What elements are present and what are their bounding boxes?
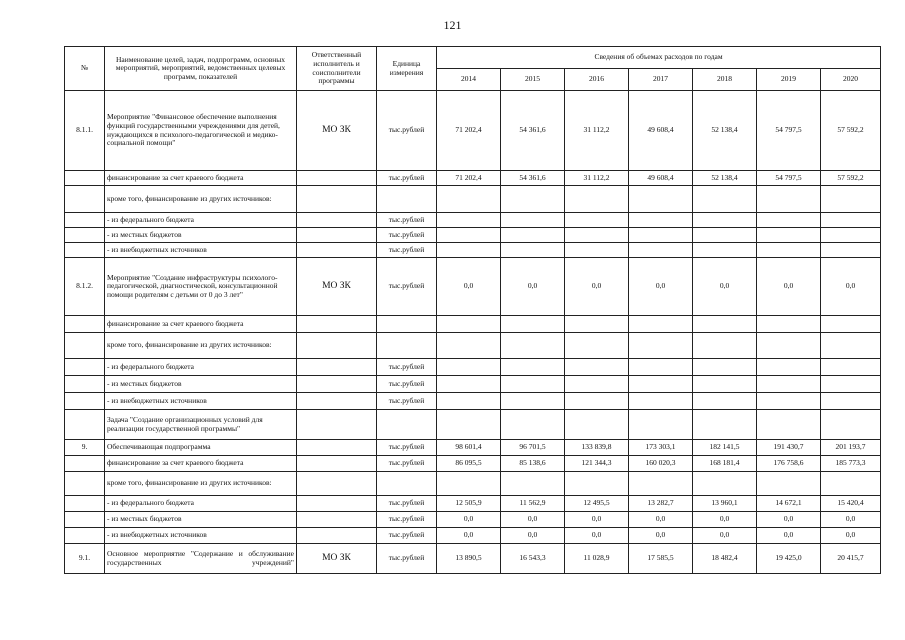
row-value-cell: 12 495,5 (565, 496, 629, 512)
row-name-cell: кроме того, финансирование из других источников: (105, 472, 297, 496)
row-value-cell (693, 316, 757, 333)
row-unit-cell: тыс.рублей (377, 376, 437, 393)
row-value-cell: 176 758,6 (757, 456, 821, 472)
row-value-cell (437, 243, 501, 258)
header-year: 2019 (757, 69, 821, 91)
row-value-cell: 0,0 (693, 512, 757, 528)
header-year: 2018 (693, 69, 757, 91)
table-row (65, 333, 881, 359)
row-responsible-cell (297, 243, 377, 258)
row-name-cell: Мероприятие "Создание инфраструктуры психолого-педагогической, диагностической, консультационной помощи родителям с детьми от 0 до 3 лет" (105, 258, 297, 316)
row-number-cell (65, 528, 105, 544)
row-number-cell: 8.1.2. (65, 258, 105, 316)
row-number-cell (65, 186, 105, 213)
row-value-cell (821, 228, 881, 243)
row-value-cell (757, 410, 821, 440)
row-value-cell: 19 425,0 (757, 544, 821, 574)
table-row (65, 456, 881, 472)
row-value-cell (821, 393, 881, 410)
row-value-cell (565, 316, 629, 333)
budget-table (64, 46, 881, 574)
row-unit-cell (377, 472, 437, 496)
row-value-cell (821, 186, 881, 213)
row-name-cell: финансирование за счет краевого бюджета (105, 456, 297, 472)
row-value-cell: 0,0 (629, 528, 693, 544)
row-value-cell: 0,0 (437, 512, 501, 528)
row-unit-cell: тыс.рублей (377, 91, 437, 171)
table-row (65, 91, 881, 171)
row-responsible-cell (297, 376, 377, 393)
row-value-cell: 0,0 (437, 258, 501, 316)
row-number-cell: 9.1. (65, 544, 105, 574)
row-value-cell: 16 543,3 (501, 544, 565, 574)
row-value-cell: 185 773,3 (821, 456, 881, 472)
row-value-cell (821, 243, 881, 258)
row-value-cell (501, 213, 565, 228)
table-row (65, 228, 881, 243)
row-value-cell: 0,0 (757, 528, 821, 544)
row-responsible-cell: МО ЗК (297, 544, 377, 574)
row-value-cell (629, 186, 693, 213)
row-value-cell: 201 193,7 (821, 440, 881, 456)
row-value-cell (501, 376, 565, 393)
row-name-cell: - из внебюджетных источников (105, 393, 297, 410)
row-value-cell: 54 797,5 (757, 171, 821, 186)
row-responsible-cell: МО ЗК (297, 258, 377, 316)
row-number-cell (65, 512, 105, 528)
row-name-cell: - из федерального бюджета (105, 213, 297, 228)
row-unit-cell (377, 410, 437, 440)
row-responsible-cell: МО ЗК (297, 91, 377, 171)
row-unit-cell: тыс.рублей (377, 213, 437, 228)
row-name-cell: - из местных бюджетов (105, 228, 297, 243)
row-value-cell: 31 112,2 (565, 91, 629, 171)
row-value-cell: 14 672,1 (757, 496, 821, 512)
table-row (65, 512, 881, 528)
row-value-cell (501, 359, 565, 376)
row-name-cell: кроме того, финансирование из других источников: (105, 333, 297, 359)
header-no: № (65, 47, 105, 91)
row-number-cell (65, 456, 105, 472)
row-value-cell (629, 228, 693, 243)
row-value-cell: 49 608,4 (629, 91, 693, 171)
row-unit-cell: тыс.рублей (377, 393, 437, 410)
row-value-cell (757, 393, 821, 410)
row-value-cell: 0,0 (629, 258, 693, 316)
table-body (65, 91, 881, 574)
row-value-cell (821, 359, 881, 376)
row-value-cell (501, 393, 565, 410)
row-value-cell (629, 316, 693, 333)
header-year: 2015 (501, 69, 565, 91)
row-value-cell: 57 592,2 (821, 171, 881, 186)
row-value-cell (565, 393, 629, 410)
row-unit-cell: тыс.рублей (377, 528, 437, 544)
row-value-cell (693, 376, 757, 393)
row-value-cell (437, 213, 501, 228)
row-name-cell: - из федерального бюджета (105, 496, 297, 512)
row-value-cell: 0,0 (565, 512, 629, 528)
row-name-cell: Задача "Создание организационных условий для реализации государственной программы" (105, 410, 297, 440)
row-value-cell: 52 138,4 (693, 91, 757, 171)
row-value-cell (693, 213, 757, 228)
row-value-cell: 0,0 (693, 528, 757, 544)
row-value-cell (437, 186, 501, 213)
table-row (65, 410, 881, 440)
row-name-cell: Основное мероприятие "Содержание и обслуживание государственных учреждений" (105, 544, 297, 574)
row-value-cell: 0,0 (821, 512, 881, 528)
row-value-cell (565, 410, 629, 440)
table-row (65, 393, 881, 410)
header-year: 2014 (437, 69, 501, 91)
row-value-cell (565, 376, 629, 393)
row-number-cell (65, 213, 105, 228)
row-value-cell: 0,0 (501, 512, 565, 528)
row-value-cell (501, 243, 565, 258)
table-row (65, 544, 881, 574)
row-name-cell: финансирование за счет краевого бюджета (105, 171, 297, 186)
row-value-cell: 13 960,1 (693, 496, 757, 512)
row-responsible-cell (297, 393, 377, 410)
row-number-cell (65, 496, 105, 512)
row-value-cell (629, 213, 693, 228)
row-value-cell: 71 202,4 (437, 91, 501, 171)
row-number-cell (65, 410, 105, 440)
row-value-cell (693, 333, 757, 359)
row-value-cell: 0,0 (501, 528, 565, 544)
row-value-cell: 121 344,3 (565, 456, 629, 472)
row-value-cell (693, 228, 757, 243)
row-responsible-cell (297, 472, 377, 496)
row-value-cell: 85 138,6 (501, 456, 565, 472)
row-unit-cell (377, 186, 437, 213)
row-value-cell: 0,0 (757, 512, 821, 528)
row-value-cell: 71 202,4 (437, 171, 501, 186)
row-value-cell (437, 376, 501, 393)
row-value-cell (757, 213, 821, 228)
row-value-cell: 0,0 (565, 258, 629, 316)
row-value-cell (437, 333, 501, 359)
row-unit-cell: тыс.рублей (377, 228, 437, 243)
row-responsible-cell (297, 316, 377, 333)
row-number-cell (65, 243, 105, 258)
row-value-cell (629, 243, 693, 258)
row-value-cell (821, 213, 881, 228)
row-value-cell (821, 333, 881, 359)
row-value-cell (757, 376, 821, 393)
row-value-cell (757, 333, 821, 359)
row-value-cell (629, 376, 693, 393)
row-value-cell (629, 410, 693, 440)
row-number-cell (65, 376, 105, 393)
row-value-cell (565, 213, 629, 228)
row-number-cell (65, 316, 105, 333)
row-value-cell: 168 181,4 (693, 456, 757, 472)
row-unit-cell: тыс.рублей (377, 440, 437, 456)
header-year: 2020 (821, 69, 881, 91)
row-value-cell (629, 333, 693, 359)
row-value-cell (821, 472, 881, 496)
row-unit-cell: тыс.рублей (377, 171, 437, 186)
header-unit: Единица измерения (377, 47, 437, 91)
row-responsible-cell (297, 213, 377, 228)
row-number-cell (65, 171, 105, 186)
row-value-cell: 86 095,5 (437, 456, 501, 472)
row-value-cell: 0,0 (501, 258, 565, 316)
table-row (65, 243, 881, 258)
header-year: 2017 (629, 69, 693, 91)
table-row (65, 359, 881, 376)
row-value-cell: 173 303,1 (629, 440, 693, 456)
row-value-cell (437, 472, 501, 496)
table-row (65, 316, 881, 333)
row-value-cell (693, 410, 757, 440)
row-value-cell (757, 243, 821, 258)
table-row (65, 472, 881, 496)
row-value-cell (501, 186, 565, 213)
row-value-cell: 15 420,4 (821, 496, 881, 512)
row-value-cell (693, 243, 757, 258)
row-value-cell: 0,0 (821, 258, 881, 316)
row-value-cell: 160 020,3 (629, 456, 693, 472)
row-number-cell: 9. (65, 440, 105, 456)
row-value-cell: 57 592,2 (821, 91, 881, 171)
row-unit-cell: тыс.рублей (377, 496, 437, 512)
header-year: 2016 (565, 69, 629, 91)
row-value-cell: 20 415,7 (821, 544, 881, 574)
row-value-cell (501, 333, 565, 359)
table-row (65, 376, 881, 393)
row-number-cell (65, 472, 105, 496)
row-value-cell (565, 243, 629, 258)
row-name-cell: кроме того, финансирование из других источников: (105, 186, 297, 213)
row-name-cell: - из местных бюджетов (105, 512, 297, 528)
table-row (65, 186, 881, 213)
row-name-cell: - из внебюджетных источников (105, 243, 297, 258)
row-value-cell (757, 316, 821, 333)
row-value-cell (629, 393, 693, 410)
row-value-cell (757, 472, 821, 496)
row-value-cell (821, 410, 881, 440)
row-number-cell (65, 333, 105, 359)
row-value-cell: 182 141,5 (693, 440, 757, 456)
row-number-cell (65, 359, 105, 376)
row-value-cell (821, 316, 881, 333)
row-value-cell (437, 228, 501, 243)
row-unit-cell: тыс.рублей (377, 359, 437, 376)
row-value-cell: 0,0 (693, 258, 757, 316)
row-value-cell (757, 186, 821, 213)
row-value-cell: 0,0 (821, 528, 881, 544)
row-responsible-cell (297, 171, 377, 186)
row-value-cell: 98 601,4 (437, 440, 501, 456)
row-responsible-cell (297, 496, 377, 512)
table-row (65, 258, 881, 316)
row-unit-cell (377, 316, 437, 333)
row-responsible-cell (297, 228, 377, 243)
page-number: 121 (443, 18, 462, 32)
row-value-cell (629, 472, 693, 496)
row-name-cell: - из внебюджетных источников (105, 528, 297, 544)
row-value-cell (629, 359, 693, 376)
row-value-cell: 31 112,2 (565, 171, 629, 186)
row-value-cell: 18 482,4 (693, 544, 757, 574)
table-row (65, 171, 881, 186)
header-name: Наименование целей, задач, подпрограмм, основных мероприятий, мероприятий, ведомственных целевых программ, показателей (105, 47, 297, 91)
row-responsible-cell (297, 456, 377, 472)
row-value-cell (693, 393, 757, 410)
row-value-cell: 17 585,5 (629, 544, 693, 574)
row-value-cell (565, 186, 629, 213)
row-value-cell: 54 361,6 (501, 171, 565, 186)
row-unit-cell (377, 333, 437, 359)
row-value-cell (693, 472, 757, 496)
row-value-cell (437, 410, 501, 440)
row-value-cell: 49 608,4 (629, 171, 693, 186)
row-value-cell (437, 359, 501, 376)
row-value-cell: 0,0 (629, 512, 693, 528)
row-value-cell (565, 472, 629, 496)
row-value-cell: 96 701,5 (501, 440, 565, 456)
row-value-cell: 13 890,5 (437, 544, 501, 574)
table-row (65, 440, 881, 456)
row-number-cell: 8.1.1. (65, 91, 105, 171)
row-responsible-cell (297, 333, 377, 359)
row-value-cell: 12 505,9 (437, 496, 501, 512)
header-responsible: Ответственный исполнитель и соисполнители программы (297, 47, 377, 91)
row-unit-cell: тыс.рублей (377, 243, 437, 258)
row-value-cell (565, 228, 629, 243)
row-value-cell: 191 430,7 (757, 440, 821, 456)
row-value-cell: 52 138,4 (693, 171, 757, 186)
row-name-cell: Обеспечивающая подпрограмма (105, 440, 297, 456)
row-value-cell (757, 359, 821, 376)
row-value-cell (437, 316, 501, 333)
row-value-cell: 11 028,9 (565, 544, 629, 574)
row-value-cell (437, 393, 501, 410)
row-value-cell (565, 359, 629, 376)
row-responsible-cell (297, 359, 377, 376)
row-value-cell: 13 282,7 (629, 496, 693, 512)
row-value-cell: 0,0 (437, 528, 501, 544)
table-row (65, 528, 881, 544)
row-value-cell: 54 361,6 (501, 91, 565, 171)
row-value-cell (693, 359, 757, 376)
row-value-cell: 0,0 (757, 258, 821, 316)
header-expenses: Сведения об объемах расходов по годам (437, 47, 881, 69)
row-number-cell (65, 228, 105, 243)
row-name-cell: финансирование за счет краевого бюджета (105, 316, 297, 333)
row-value-cell (501, 410, 565, 440)
row-responsible-cell (297, 528, 377, 544)
row-value-cell (565, 333, 629, 359)
table-header (65, 47, 881, 91)
row-responsible-cell (297, 512, 377, 528)
row-value-cell: 0,0 (565, 528, 629, 544)
row-unit-cell: тыс.рублей (377, 258, 437, 316)
row-responsible-cell (297, 410, 377, 440)
row-unit-cell: тыс.рублей (377, 544, 437, 574)
row-name-cell: - из федерального бюджета (105, 359, 297, 376)
row-name-cell: Мероприятие "Финансовое обеспечение выполнения функций государственными учреждениями для детей, нуждающихся в психолого-педагогической и медико-социальной помощи" (105, 91, 297, 171)
row-responsible-cell (297, 186, 377, 213)
table-row (65, 213, 881, 228)
row-value-cell (821, 376, 881, 393)
row-unit-cell: тыс.рублей (377, 456, 437, 472)
row-value-cell (757, 228, 821, 243)
row-value-cell: 54 797,5 (757, 91, 821, 171)
row-value-cell: 133 839,8 (565, 440, 629, 456)
row-value-cell (501, 316, 565, 333)
row-unit-cell: тыс.рублей (377, 512, 437, 528)
row-value-cell (501, 228, 565, 243)
row-value-cell: 11 562,9 (501, 496, 565, 512)
row-number-cell (65, 393, 105, 410)
table-row (65, 496, 881, 512)
row-value-cell (693, 186, 757, 213)
row-name-cell: - из местных бюджетов (105, 376, 297, 393)
row-responsible-cell (297, 440, 377, 456)
row-value-cell (501, 472, 565, 496)
